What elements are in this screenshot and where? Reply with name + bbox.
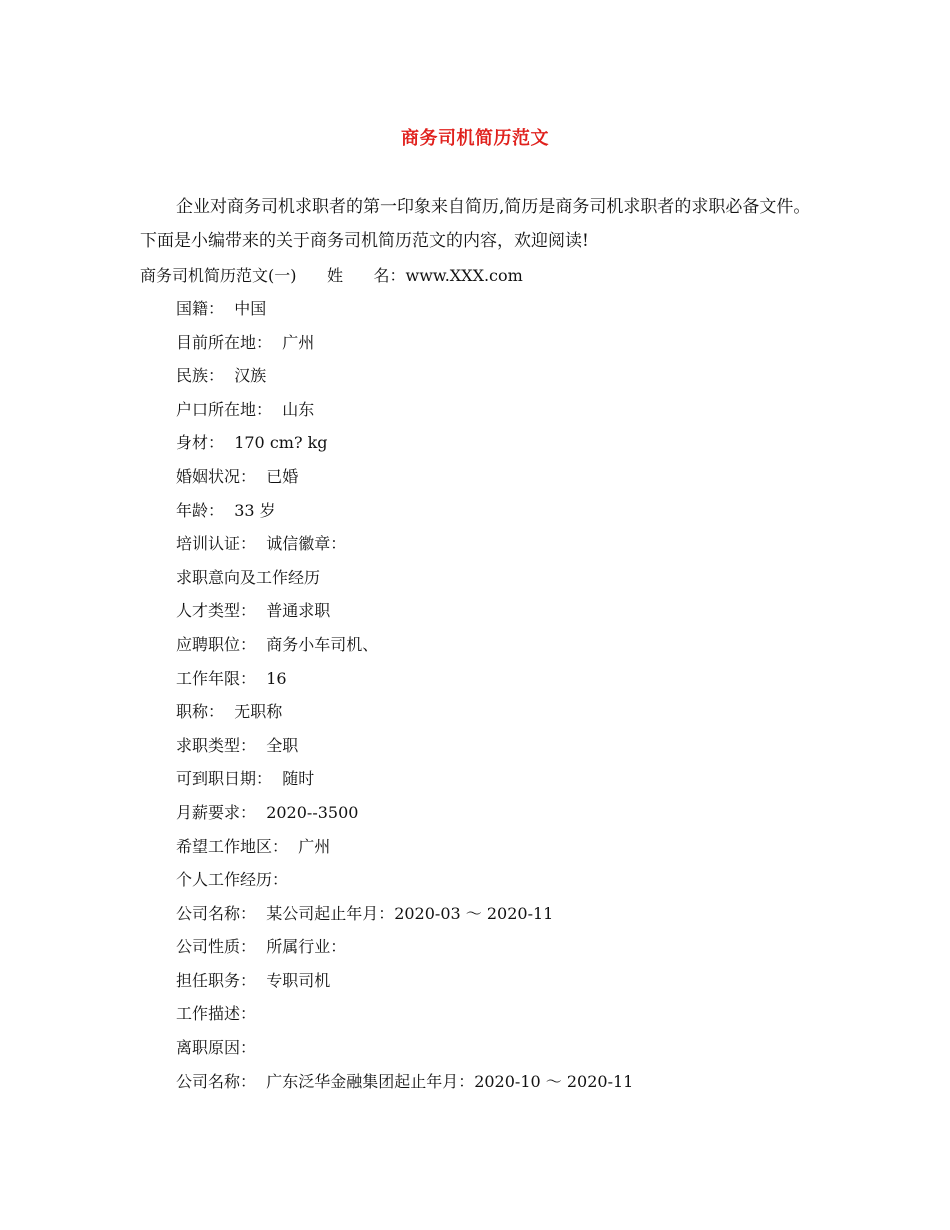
field-row (176, 799, 633, 833)
field-label: 国籍： (176, 299, 225, 318)
field-row (176, 765, 633, 799)
field-label: 身材： (176, 433, 225, 453)
field-label: 年龄： (176, 500, 225, 520)
field-row (176, 396, 633, 430)
field-value: 无职称 (234, 702, 283, 722)
field-value: 诚信徽章： (266, 534, 347, 554)
field-label: 目前所在地： (176, 332, 273, 352)
field-value: 随时 (282, 769, 315, 789)
field-label: 工作描述： (176, 1004, 257, 1024)
field-label: 个人工作经历： (176, 870, 289, 890)
field-value: 商务小车司机、 (266, 634, 379, 654)
field-label: 可到职日期： (176, 769, 273, 789)
field-value: 普通求职 (266, 601, 331, 621)
field-label: 培训认证： (176, 534, 257, 554)
field-row (176, 295, 633, 329)
field-row (176, 463, 633, 497)
field-label: 担任职务： (176, 970, 257, 990)
field-row (176, 967, 633, 1001)
field-value: 16 (266, 668, 287, 688)
field-row (176, 1068, 633, 1102)
field-label: 求职类型： (176, 735, 257, 755)
field-row (176, 329, 633, 363)
field-label: 离职原因： (176, 1038, 257, 1058)
field-label: 人才类型： (176, 601, 257, 621)
field-label: 公司性质： (176, 937, 257, 957)
field-value: 全职 (266, 735, 299, 755)
field-label: 户口所在地： (176, 399, 273, 419)
section-heading (176, 866, 633, 900)
field-value: 2020--3500 (266, 802, 359, 822)
field-row (176, 597, 633, 631)
field-value: 中国 (234, 299, 267, 318)
field-label: 工作年限： (176, 668, 257, 688)
field-value: 专职司机 (266, 970, 331, 990)
field-label: 公司名称： (176, 1071, 257, 1091)
field-value: 山东 (282, 399, 315, 419)
field-value: 广州 (282, 332, 315, 352)
field-row (176, 530, 633, 564)
field-value: 广东泛华金融集团起止年月：2020-10 ～ 2020-11 (266, 1071, 634, 1091)
field-row (176, 900, 633, 934)
field-row (176, 933, 633, 967)
field-row (176, 362, 633, 396)
field-value: 汉族 (234, 366, 267, 386)
field-row (176, 631, 633, 665)
intro-paragraph: 企业对商务司机求职者的第一印象来自简历,简历是商务司机求职者的求职必备文件。下面是小编带来的关于商务司机简历范文的内容，欢迎阅读! (140, 197, 811, 251)
field-row (176, 698, 633, 732)
field-row (176, 497, 633, 531)
field-label: 希望工作地区： (176, 836, 289, 856)
field-value: 33 岁 (234, 500, 276, 520)
field-value: 所属行业： (266, 937, 347, 957)
field-row (176, 1000, 633, 1034)
resume-heading-line: 商务司机简历范文(一) 姓 名：www.XXX.com (140, 266, 523, 285)
document-title: 商务司机简历范文 (401, 128, 549, 149)
field-label: 民族： (176, 366, 225, 386)
field-value: 某公司起止年月：2020-03 ～ 2020-11 (266, 903, 554, 923)
field-row (176, 1034, 633, 1068)
field-label: 公司名称： (176, 903, 257, 923)
field-label: 应聘职位： (176, 634, 257, 654)
field-row (176, 833, 633, 867)
field-row (176, 665, 633, 699)
resume-fields (176, 295, 633, 1101)
section-heading (176, 564, 633, 598)
field-value: 广州 (298, 836, 331, 856)
field-value: 170 cm? kg (234, 433, 328, 453)
field-label: 求职意向及工作经历 (176, 567, 321, 587)
field-label: 婚姻状况： (176, 466, 257, 486)
field-value: 已婚 (266, 466, 299, 486)
field-row (176, 732, 633, 766)
field-label: 月薪要求： (176, 802, 257, 822)
field-label: 职称： (176, 702, 225, 722)
field-row (176, 429, 633, 463)
